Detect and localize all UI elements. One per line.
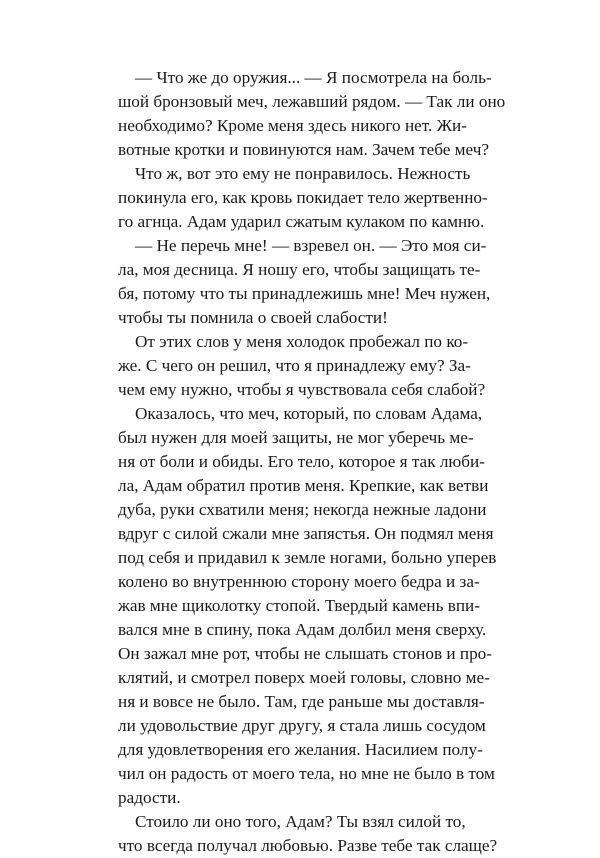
text-line: дуба, руки схватили меня; некогда нежные ладони bbox=[118, 500, 487, 519]
text-line: бя, потому что ты принадлежишь мне! Меч нужен, bbox=[118, 284, 491, 303]
text-line: шой бронзовый меч, лежавший рядом. — Так ли оно bbox=[118, 92, 506, 111]
text-line: вался мне в спину, пока Адам долбил меня сверху. bbox=[118, 620, 487, 639]
text-line: необходимо? Кроме меня здесь никого нет. Жи- bbox=[118, 116, 467, 135]
text-line: ла, моя десница. Я ношу его, чтобы защищать те- bbox=[118, 260, 481, 279]
text-line: Что ж, вот это ему не понравилось. Нежность bbox=[135, 164, 471, 183]
text-line: был нужен для моей защиты, не мог уберечь ме- bbox=[118, 428, 474, 447]
text-line: ли удовольствие друг другу, я стала лишь сосудом bbox=[118, 716, 486, 735]
text-line: вотные кротки и повинуются нам. Зачем тебе меч? bbox=[118, 140, 489, 159]
text-line: Оказалось, что меч, который, по словам Адама, bbox=[135, 404, 483, 423]
text-line: чил он радость от моего тела, но мне не было в том bbox=[118, 764, 495, 783]
text-line: — Не перечь мне! — взревел он. — Это моя си- bbox=[135, 236, 487, 255]
text-line: — Что же до оружия... — Я посмотрела на боль- bbox=[135, 68, 492, 87]
text-line: для удовлетворения его желания. Насилием полу- bbox=[118, 740, 483, 759]
text-line: чем ему нужно, чтобы я чувствовала себя слабой? bbox=[118, 380, 486, 399]
text-line: клятий, и смотрел поверх моей головы, словно ме- bbox=[118, 668, 490, 687]
text-line: Стоило ли оно того, Адам? Ты взял силой то, bbox=[135, 812, 466, 831]
text-line: ла, Адам обратил против меня. Крепкие, как ветви bbox=[118, 476, 489, 495]
text-line: что всегда получал любовью. Разве тебе так слаще? bbox=[118, 836, 498, 855]
page-text bbox=[118, 66, 506, 858]
text-line: От этих слов у меня холодок пробежал по ко- bbox=[135, 332, 469, 351]
text-line: ня от боли и обиды. Его тело, которое я так люби- bbox=[118, 452, 485, 471]
text-line: радости. bbox=[118, 788, 181, 807]
text-line: колено во внутреннюю сторону моего бедра и за- bbox=[118, 572, 480, 591]
text-line: Он зажал мне рот, чтобы не слышать стонов и про- bbox=[118, 644, 492, 663]
text-line: ня и вовсе не было. Там, где раньше мы доставля- bbox=[118, 692, 485, 711]
text-line: же. С чего он решил, что я принадлежу ему? За- bbox=[118, 356, 471, 375]
text-line: вдруг с силой сжали мне запястья. Он подмял меня bbox=[118, 524, 494, 543]
text-line: под себя и придавил к земле ногами, больно уперев bbox=[118, 548, 497, 567]
text-line: го агнца. Адам ударил сжатым кулаком по камню. bbox=[118, 212, 485, 231]
text-line: жав мне щиколотку стопой. Твердый камень впи- bbox=[118, 596, 480, 615]
text-line: чтобы ты помнила о своей слабости! bbox=[118, 308, 388, 327]
text-line: покинула его, как кровь покидает тело жертвенно- bbox=[118, 188, 488, 207]
